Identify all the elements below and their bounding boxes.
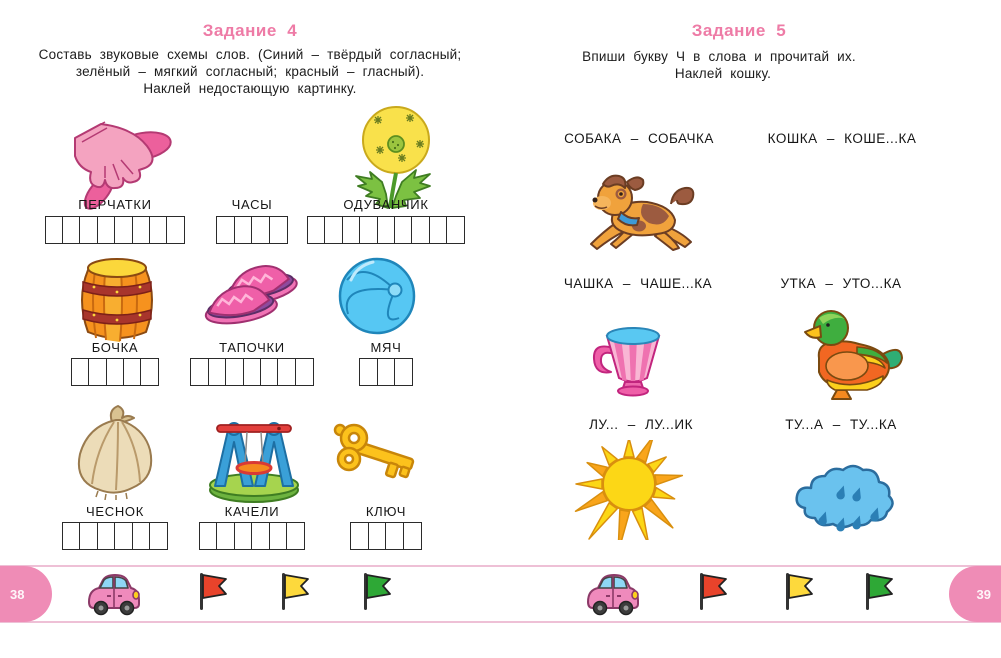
item-label: МЯЧ	[370, 340, 402, 355]
swing-image	[203, 412, 305, 504]
toy-car-icon	[584, 572, 642, 616]
letter-box	[79, 522, 98, 550]
word-pair: УТКА – УТО...КА	[780, 276, 902, 291]
letter-box	[385, 522, 404, 550]
key-image	[328, 420, 424, 482]
item-label: ТАПОЧКИ	[219, 340, 285, 355]
letter-box	[324, 216, 343, 244]
footer-bottom-line	[0, 621, 1001, 623]
barrel-image	[76, 254, 158, 346]
letter-box	[190, 358, 209, 386]
left-instruction-line-3: Наклей недостающую картинку.	[143, 81, 357, 96]
word-pair: ЧАШКА – ЧАШЕ...КА	[563, 276, 713, 291]
letter-box	[359, 216, 378, 244]
left-instruction-line-2: зелёный – мягкий согласный; красный – гласный).	[75, 64, 425, 79]
item-label: КАЧЕЛИ	[224, 504, 280, 519]
rain-cloud-image	[789, 450, 897, 538]
word-pair: КОШКА – КОШЕ...КА	[767, 131, 917, 146]
letter-box	[234, 216, 253, 244]
letter-box	[216, 522, 235, 550]
item-label: ПЕРЧАТКИ	[78, 197, 152, 212]
duck-image	[797, 306, 905, 402]
right-instruction-line-1: Впиши букву Ч в слова и прочитай их.	[582, 49, 856, 64]
letter-box	[97, 216, 116, 244]
letter-box	[446, 216, 465, 244]
letter-box	[251, 216, 270, 244]
letter-box	[350, 522, 369, 550]
letter-box	[394, 358, 413, 386]
letter-box	[123, 358, 142, 386]
right-page-title: Задание 5	[691, 21, 787, 40]
letter-box	[79, 216, 98, 244]
item-label: ЧАСЫ	[231, 197, 273, 212]
ball-image	[337, 256, 417, 336]
green-flag-icon	[363, 572, 393, 612]
cup-image	[587, 314, 679, 400]
letter-box	[97, 522, 116, 550]
toy-car-icon	[85, 572, 143, 616]
dog-image	[581, 170, 699, 254]
letter-box	[45, 216, 64, 244]
word-pair: ЛУ... – ЛУ...ИК	[589, 417, 693, 432]
letter-box	[132, 216, 151, 244]
garlic-image	[68, 404, 160, 500]
letter-box	[114, 216, 133, 244]
right-page	[501, 0, 1001, 658]
letter-box	[429, 216, 448, 244]
letter-box	[132, 522, 151, 550]
letter-box	[368, 522, 387, 550]
red-flag-icon	[699, 572, 729, 612]
letter-box	[225, 358, 244, 386]
sun-image	[573, 440, 685, 540]
left-page	[0, 0, 500, 658]
item-label: ОДУВАНЧИК	[343, 197, 429, 212]
letter-box	[307, 216, 326, 244]
left-instruction-line-1: Составь звуковые схемы слов. (Синий – твёрдый согласный;	[38, 47, 462, 62]
item-label: БОЧКА	[91, 340, 139, 355]
letter-box	[216, 216, 235, 244]
letter-box	[411, 216, 430, 244]
red-flag-icon	[199, 572, 229, 612]
item-label: КЛЮЧ	[365, 504, 407, 519]
letter-box	[208, 358, 227, 386]
letter-box	[394, 216, 413, 244]
letter-box	[106, 358, 125, 386]
letter-box	[71, 358, 90, 386]
word-pair: ТУ...А – ТУ...КА	[785, 417, 897, 432]
left-page-title: Задание 4	[202, 21, 298, 40]
letter-box	[62, 522, 81, 550]
letter-box	[403, 522, 422, 550]
item-label: ЧЕСНОК	[86, 504, 144, 519]
right-instruction-line-2: Наклей кошку.	[674, 66, 772, 81]
letter-box	[260, 358, 279, 386]
letter-box	[269, 216, 288, 244]
slippers-image	[198, 258, 298, 336]
sound-scheme-grid	[286, 216, 486, 244]
letter-box	[342, 216, 361, 244]
page-number: 38	[10, 586, 25, 602]
yellow-flag-icon	[281, 572, 311, 612]
dandelion-image	[332, 102, 447, 232]
letter-box	[88, 358, 107, 386]
letter-box	[62, 216, 81, 244]
letter-box	[377, 216, 396, 244]
green-flag-icon	[865, 572, 895, 612]
sound-scheme-grid	[286, 522, 486, 550]
letter-box	[114, 522, 133, 550]
letter-box	[243, 358, 262, 386]
letter-box	[199, 522, 218, 550]
sound-scheme-grid	[286, 358, 486, 386]
letter-box	[377, 358, 396, 386]
word-pair: СОБАКА – СОБАЧКА	[564, 131, 714, 146]
yellow-flag-icon	[785, 572, 815, 612]
page-number: 39	[976, 586, 991, 602]
letter-box	[269, 522, 288, 550]
page-number-badge-right	[949, 566, 1001, 622]
letter-box	[251, 522, 270, 550]
letter-box	[234, 522, 253, 550]
letter-box	[359, 358, 378, 386]
footer-top-line	[0, 565, 1001, 567]
